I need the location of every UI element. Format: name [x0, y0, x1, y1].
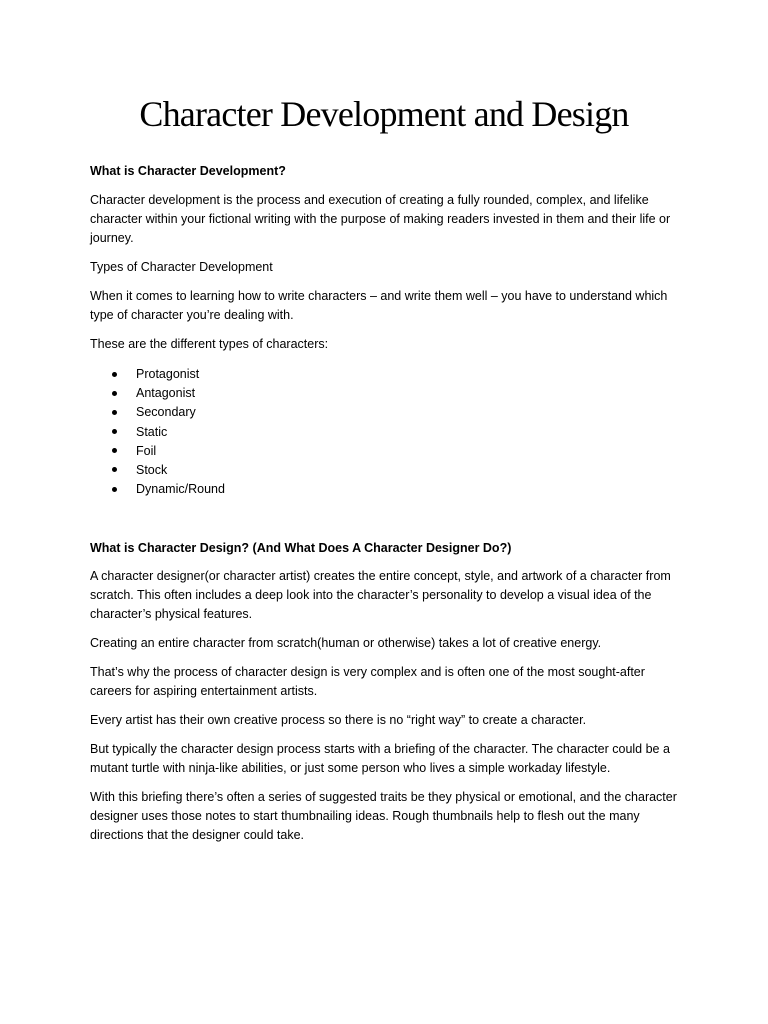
paragraph-types-heading: Types of Character Development [90, 260, 273, 274]
list-item-label: Protagonist [136, 367, 200, 381]
document-title: Character Development and Design [139, 94, 629, 134]
paragraph-thumbnailing: With this briefing there’s often a series of suggested traits be they physical or emotional, and the character designer uses those notes to start thumbnailing ideas. Rough thumbnails help to flesh out the many directions that the designer could take. [90, 790, 677, 843]
paragraph-types-intro: These are the different types of characters: [90, 337, 329, 351]
list-item-label: Dynamic/Round [136, 482, 225, 497]
bullet-icon [112, 410, 117, 415]
bullet-icon [112, 429, 117, 434]
character-types-list [112, 365, 225, 499]
bullet-icon [112, 448, 117, 453]
paragraph-complex-process: That’s why the process of character design is very complex and is often one of the most sought-after careers for aspiring entertainment artists. [90, 665, 645, 699]
paragraph-definition: Character development is the process and execution of creating a fully rounded, complex, and lifelike character within your fictional writing with the purpose of making readers invested in them and their life or journey. [90, 193, 671, 246]
list-item [112, 365, 225, 384]
bullet-icon [112, 372, 117, 377]
bullet-icon [112, 467, 117, 472]
list-item-label: Static [136, 424, 168, 439]
paragraph-briefing: But typically the character design process starts with a briefing of the character. The character could be a mutant turtle with ninja-like abilities, or just some person who lives a simple workaday lifestyle. [90, 742, 670, 776]
section-heading-character-development: What is Character Development? [90, 164, 286, 178]
list-item [112, 423, 225, 442]
paragraph-no-right-way: Every artist has their own creative process so there is no “right way” to create a character. [90, 713, 587, 727]
list-item [112, 403, 225, 422]
list-item [112, 384, 225, 403]
list-item-label: Antagonist [136, 386, 196, 401]
paragraph-creative-energy: Creating an entire character from scratch(human or otherwise) takes a lot of creative energy. [90, 636, 602, 650]
section-heading-character-design: What is Character Design? (And What Does A Character Designer Do?) [90, 541, 512, 555]
list-item-label: Foil [136, 443, 157, 458]
list-item-label: Stock [136, 462, 168, 477]
list-item [112, 442, 225, 461]
bullet-icon [112, 391, 117, 396]
paragraph-learning: When it comes to learning how to write characters – and write them well – you have to understand which type of character you’re dealing with. [90, 289, 668, 323]
list-item [112, 461, 225, 480]
list-item [112, 480, 225, 499]
list-item-label: Secondary [136, 405, 196, 420]
bullet-icon [112, 487, 117, 492]
paragraph-designer-role: A character designer(or character artist) creates the entire concept, style, and artwork of a character from scratch. This often includes a deep look into the character’s personality to develop a visual idea of the character’s physical features. [90, 569, 671, 622]
